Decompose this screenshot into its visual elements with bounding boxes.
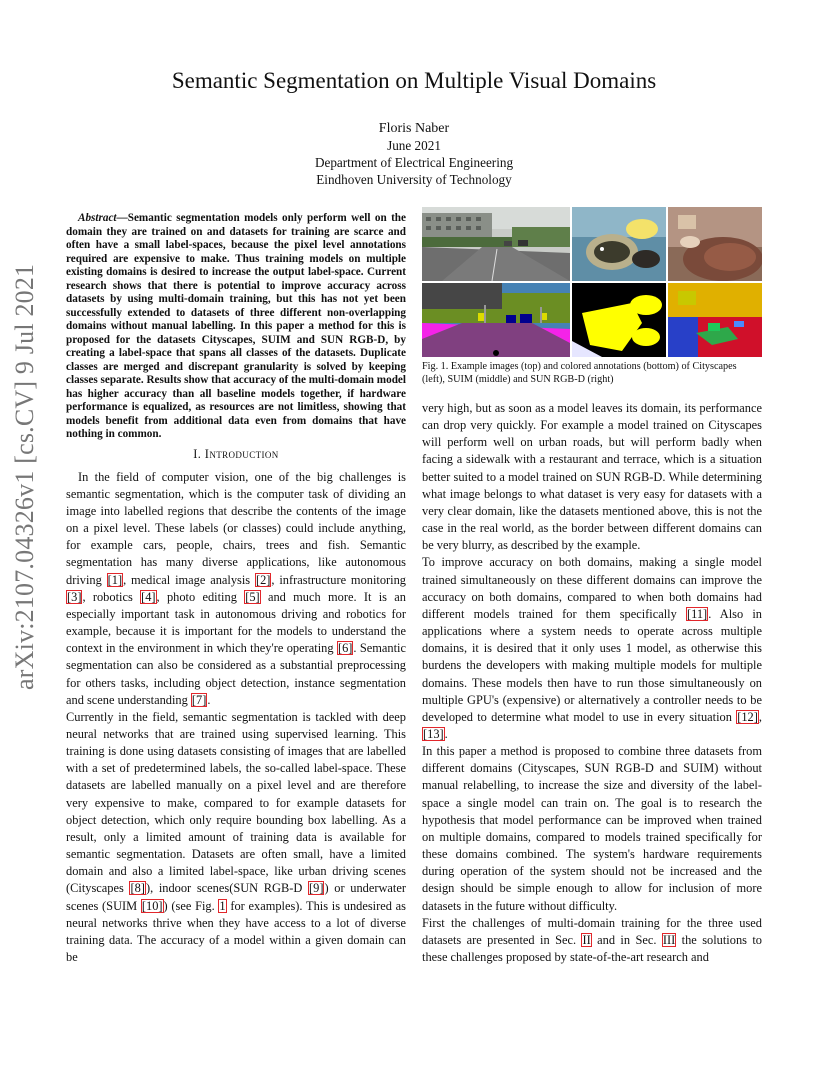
abstract — [66, 212, 406, 442]
citation-link[interactable]: [4] — [141, 589, 156, 604]
figure-reference-link[interactable]: 1 — [219, 898, 226, 913]
text-run: Currently in the field, semantic segmentation is tackled with deep neural networks that are trained using supervised learning. This training is done using datasets consisting of images that are labelled with a set of predetermined labels, the so-called label-space. These datasets are labelled manually on a pixel level and are therefore very expensive to make, compared to for example datasets for object detection, which only require bounding box labelling. As a result, only a limited amount of training data is available for semantic segmentation. Datasets are often small, have a limited domain and also a limited label-space, like urban driving scenes (Cityscapes — [66, 709, 406, 896]
suim-annotation — [572, 283, 666, 357]
text-run: for examples). This is undesired as neural networks thrive when they have access to a lot of diverse training data. The accuracy of a model within a given domain can be — [66, 898, 406, 965]
sun-rgbd-image — [668, 207, 762, 281]
intro-paragraph-1 — [66, 469, 406, 709]
section-reference-link[interactable]: II — [582, 932, 591, 947]
text-run: the solutions to these challenges proposed by state-of-the-art research and — [422, 932, 763, 964]
figure-1 — [422, 207, 762, 355]
intro-paragraph-4 — [422, 554, 762, 743]
intro-paragraph-6 — [422, 915, 762, 966]
text-run: . — [444, 726, 448, 741]
right-column — [422, 207, 762, 966]
cityscapes-image — [422, 207, 570, 281]
citation-link[interactable]: [7] — [191, 692, 207, 707]
text-run: , medical image analysis — [123, 572, 255, 587]
cityscapes-annotation — [422, 283, 570, 357]
text-run: , — [758, 709, 762, 724]
abstract-text: —Semantic segmentation models only perform well on the domain they are trained on and datasets for training are scarce and often have a small label-spaces, because the pixel level annotations required are expensive to make. Thus training models on multiple existing domains is desired to increase the output label-space. Current research shows that there is potential to improve accuracy across datasets by using multi-domain training, but this has not yet been successfully extended to datasets of three different non-overlapping domains without manual labelling. In this paper a method for this is proposed for the datasets Cityscapes, SUIM and SUN RGB-D, by creating a label-space that spans all classes of the datasets. Duplicate classes are merged and discrepant granularity is solved by keeping classes separate. Results show that accuracy of the multi-domain model has higher accuracy than all baseline models together, if hardware performance is equalized, as resources are not limitless, showing that models benefit from additional data even from domains that have nothing in common. — [66, 212, 406, 440]
author-block — [0, 120, 828, 188]
paper-title: Semantic Segmentation on Multiple Visual Domains — [171, 68, 657, 93]
suim-image — [572, 207, 666, 281]
citation-link[interactable]: [11] — [687, 606, 708, 621]
text-run: To improve accuracy on both domains, making a single model trained simultaneously on these different domains can improve the accuracy on both domains, compared to when both domains had different models trained for them specifically — [422, 555, 762, 621]
text-run: , infrastructure monitoring — [271, 572, 407, 587]
section-heading-introduction: I. Introduction — [193, 446, 279, 461]
text-run: ), indoor scenes(SUN RGB-D — [145, 881, 308, 896]
citation-link[interactable]: [3] — [67, 589, 82, 604]
text-run: and much more. It is an especially important task in autonomous driving and robotics for example, because it is important for the models to understand the context in the environment in which they're operating — [66, 589, 406, 656]
citation-link[interactable]: [8] — [130, 881, 145, 896]
sun-rgbd-annotation — [668, 283, 762, 357]
figure-1-caption: Fig. 1. Example images (top) and colored annotations (bottom) of Cityscapes (left), SUIM (middle) and SUN RGB-D (right) — [422, 361, 737, 385]
text-run: , photo editing — [156, 589, 245, 604]
text-run: In the field of computer vision, one of the big challenges is semantic segmentation, which is the computer task of dividing an image into labelled regions that describe the contents of the image on a pixel level. These labels (or classes) could include anything, for example cars, people, chairs, trees and fish. Semantic segmentation has many diverse applications, like autonomous driving — [66, 469, 406, 587]
text-run: First the challenges of multi-domain training for the three used datasets are presented in Sec. — [422, 915, 762, 947]
text-run: , robotics — [82, 589, 141, 604]
citation-link[interactable]: [13] — [423, 726, 444, 741]
citation-link[interactable]: [10] — [141, 898, 163, 913]
author-university: Eindhoven University of Technology — [316, 172, 512, 187]
citation-link[interactable]: [2] — [255, 572, 271, 587]
text-run: . Semantic segmentation can also be considered as a substantial preprocessing for others tasks, including object detection, instance segmentation and scene understanding — [66, 641, 406, 707]
citation-link[interactable]: [9] — [309, 881, 324, 896]
citation-link[interactable]: [5] — [245, 589, 260, 604]
arxiv-identifier: arXiv:2107.04326v1 [cs.CV] 9 Jul 2021 — [10, 263, 39, 690]
author-date: June 2021 — [387, 138, 441, 153]
left-column — [66, 212, 406, 966]
intro-paragraph-3: very high, but as soon as a model leaves its domain, its performance can drop very quickly. For example a model trained on Cityscapes will perform well on urban roads, but will perform badly when facing a sidewalk with a restaurant and terrace, which is a situation better suited to a model trained on SUN RGB-D. While determining what image belongs to what dataset is very easy for datasets with a very clear domain, like the datasets mentioned above, this is not the case in the real world, as the border between different domains can be very blurry, as described by the example. — [422, 401, 762, 553]
text-run: ) or underwater scenes (SUIM — [66, 881, 406, 913]
section-reference-link[interactable]: III — [662, 932, 676, 947]
text-run: and in Sec. — [591, 932, 662, 947]
author-department: Department of Electrical Engineering — [314, 155, 514, 170]
text-run: ) (see Fig. — [163, 898, 219, 913]
intro-paragraph-5: In this paper a method is proposed to combine three datasets from different domains (Cityscapes, SUN RGB-D and SUIM) without manual relabelling, to increase the size and diversity of the label-space a single model can train on. The goal is to research the hypothesis that model performance can be improved when trained on multiple domains, compared to models trained specifically for these domains combined. The system's hardware requirements during operation of the system should not be increased and the design should be simple enough to allow for inclusion of more datasets in the future without difficulty. — [422, 744, 762, 913]
text-run: . — [207, 692, 211, 707]
citation-link[interactable]: [12] — [737, 709, 758, 724]
author-name: Floris Naber — [378, 121, 450, 136]
citation-link[interactable]: [6] — [337, 641, 353, 656]
text-run: . Also in applications where a system needs to operate across multiple domains, it is desired that it only uses 1 model, as otherwise this burdens the developers with making multiple models for multiple domains. These models then have to run those simultaneously on multiple GPU's (expensive) or alternatively a controller needs to be developed to determine what model to use in every situation — [422, 606, 762, 724]
abstract-label: Abstract — [78, 212, 117, 224]
intro-paragraph-2 — [66, 709, 406, 966]
citation-link[interactable]: [1] — [107, 572, 123, 587]
